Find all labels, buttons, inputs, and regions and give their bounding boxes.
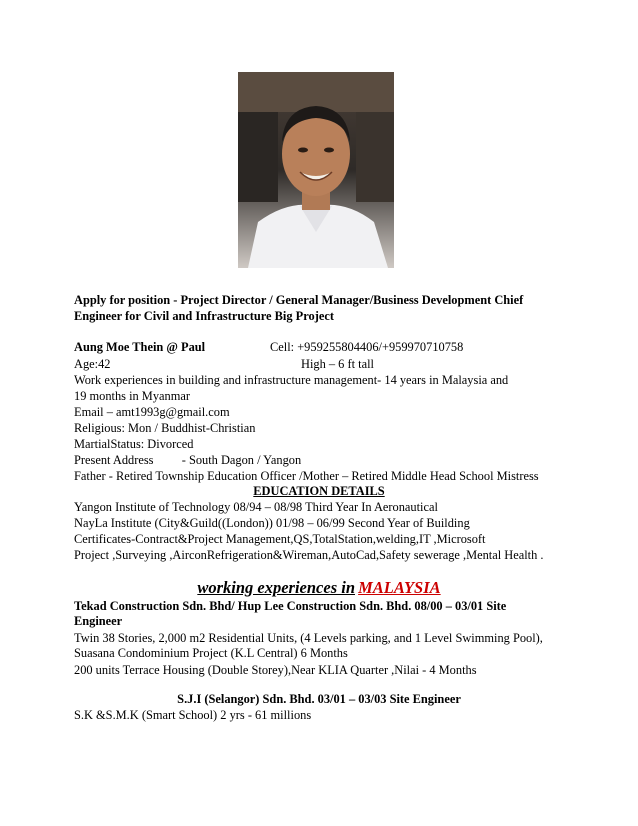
job2-title: S.J.I (Selangor) Sdn. Bhd. 03/01 – 03/03 Site Engineer [177,692,461,706]
job1-title-line-1: Tekad Construction Sdn. Bhd/ Hup Lee Construction Sdn. Bhd. 08/00 – 03/01 Site [74,599,507,613]
work-experience-line-1: Work experiences in building and infrastructure management- 14 years in Malaysia and [74,373,509,387]
education-line: NayLa Institute (City&Guild((London)) 01/98 – 06/99 Second Year of Building [74,516,470,530]
applicant-name: Aung Moe Thein @ Paul [74,340,206,354]
apply-position-line-2: Engineer for Civil and Infrastructure Big Project [74,309,334,323]
working-heading-prefix: working experiences in [197,578,355,597]
working-experience-heading [0,578,638,599]
education-line: Certificates-Contract&Project Management,QS,TotalStation,welding,IT ,Microsoft [74,532,486,546]
age: Age:42 [74,357,111,371]
family-line: Father - Retired Township Education Officer /Mother – Retired Middle Head School Mistress [74,469,539,483]
cell-phone: Cell: +959255804406/+959970710758 [270,340,464,354]
job1-description-line: Twin 38 Stories, 2,000 m2 Residential Units, (4 Levels parking, and 1 Level Swimming Pool), [74,631,543,645]
age-height-row [74,357,564,372]
religious: Religious: Mon / Buddhist-Christian [74,421,256,435]
job2-description: S.K &S.M.K (Smart School) 2 yrs - 61 millions [74,708,312,722]
education-line: Project ,Surveying ,AirconRefrigeration&Wireman,AutoCad,Safety sewerage ,Mental Health . [74,548,544,562]
apply-position-line-1: Apply for position - Project Director / General Manager/Business Development Chief [74,293,524,307]
profile-photo [238,72,394,268]
job1-description-line: Suasana Condominium Project (K.L Central) 6 Months [74,646,348,660]
education-line: Yangon Institute of Technology 08/94 – 08/98 Third Year In Aeronautical [74,500,438,514]
present-address-label: Present Address [74,453,154,467]
education-heading: EDUCATION DETAILS [253,484,385,498]
working-heading-country: MALAYSIA [358,578,441,597]
marital-status: MartialStatus: Divorced [74,437,194,451]
job1-description-line: 200 units Terrace Housing (Double Storey),Near KLIA Quarter ,Nilai - 4 Months [74,663,477,677]
work-experience-line-2: 19 months in Myanmar [74,389,190,403]
person-photo-icon [238,72,394,268]
job1-title-line-2: Engineer [74,614,123,628]
present-address-row [74,453,301,468]
height: High – 6 ft tall [301,357,374,371]
name-cell-row [74,340,564,355]
email: Email – amt1993g@gmail.com [74,405,230,419]
present-address-value: - South Dagon / Yangon [181,453,302,467]
